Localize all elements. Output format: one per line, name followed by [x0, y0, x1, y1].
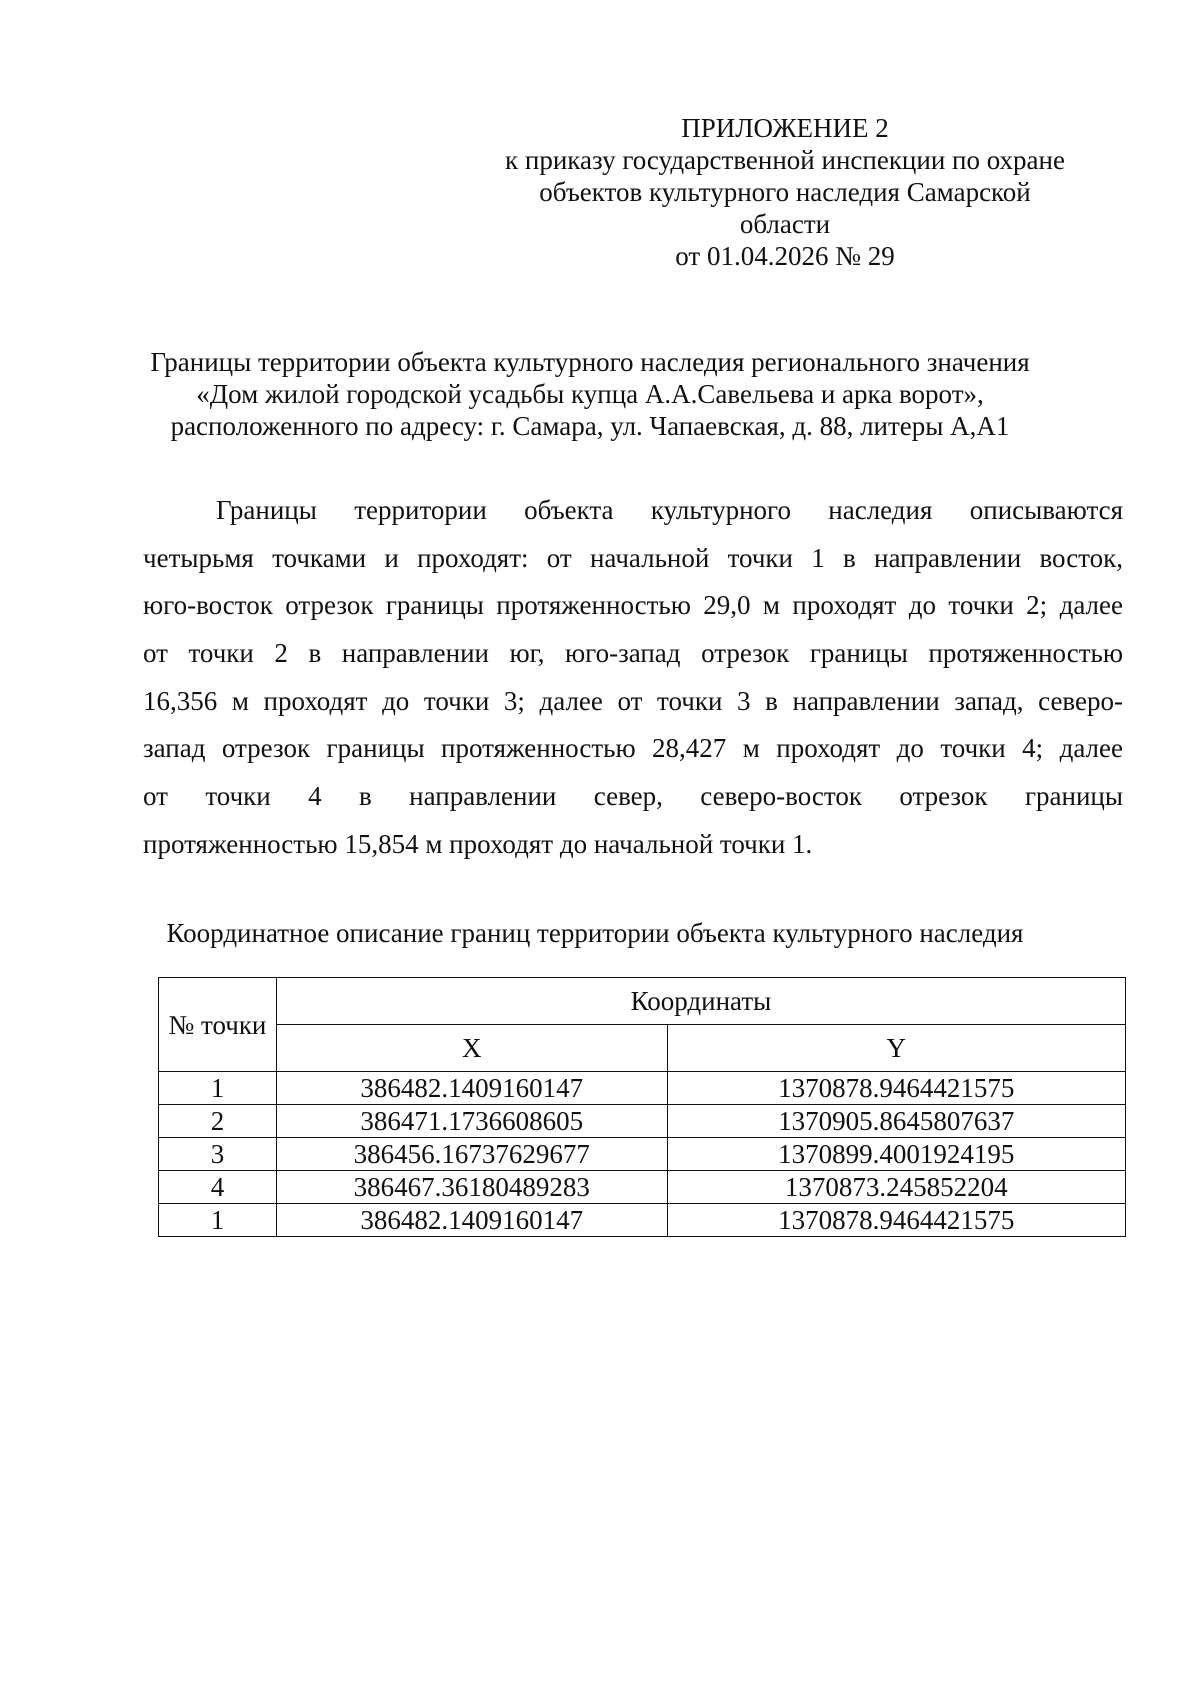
paragraph-line: от точки 4 в направлении север, северо-восток отрезок границы	[143, 781, 1123, 812]
paragraph-line: четырьмя точками и проходят: от начальной точки 1 в направлении восток,	[143, 542, 1123, 573]
y-cell: 1370878.9464421575	[667, 1072, 1126, 1105]
point-number-header: № точки	[159, 978, 277, 1072]
y-cell: 1370878.9464421575	[667, 1204, 1126, 1237]
paragraph-line: 16,356 м проходят до точки 3; далее от точки 3 в направлении запад, северо-	[143, 685, 1123, 716]
y-header: Y	[667, 1025, 1126, 1072]
table-row	[159, 1171, 1126, 1204]
document-heading	[120, 346, 1060, 442]
coordinates-header: Координаты	[276, 978, 1125, 1025]
appendix-date: от 01.04.2026 № 29	[675, 241, 895, 271]
appendix-line: объектов культурного наследия Самарской	[539, 177, 1031, 207]
table-title: Координатное описание границ территории объекта культурного наследия	[166, 918, 1024, 948]
point-cell: 2	[159, 1105, 277, 1138]
point-cell: 4	[159, 1171, 277, 1204]
coordinates-table	[158, 977, 1126, 1237]
y-cell: 1370905.8645807637	[667, 1105, 1126, 1138]
x-cell: 386482.1409160147	[276, 1072, 667, 1105]
table-row	[159, 1138, 1126, 1171]
point-cell: 1	[159, 1204, 277, 1237]
point-cell: 3	[159, 1138, 277, 1171]
x-header: X	[276, 1025, 667, 1072]
appendix-line: к приказу государственной инспекции по охране	[505, 145, 1065, 175]
appendix-title: ПРИЛОЖЕНИЕ 2	[681, 113, 889, 143]
x-cell: 386467.36180489283	[276, 1171, 667, 1204]
paragraph-line: юго-восток отрезок границы протяженностью 29,0 м проходят до точки 2; далее	[143, 590, 1123, 621]
x-cell: 386456.16737629677	[276, 1138, 667, 1171]
paragraph-line: Границы территории объекта культурного наследия описываются	[216, 495, 1123, 525]
appendix-block	[500, 112, 1070, 272]
heading-line: Границы территории объекта культурного наследия регионального значения	[150, 347, 1030, 377]
y-cell: 1370873.245852204	[667, 1171, 1126, 1204]
paragraph-line: запад отрезок границы протяженностью 28,427 м проходят до точки 4; далее	[143, 733, 1123, 764]
table-row	[159, 1072, 1126, 1105]
x-cell: 386471.1736608605	[276, 1105, 667, 1138]
appendix-line: области	[739, 209, 831, 239]
paragraph-line: протяженностью 15,854 м проходят до начальной точки 1.	[143, 828, 813, 859]
table-row	[159, 1105, 1126, 1138]
point-cell: 1	[159, 1072, 277, 1105]
heading-line: расположенного по адресу: г. Самара, ул. Чапаевская, д. 88, литеры А,А1	[170, 411, 1010, 441]
y-cell: 1370899.4001924195	[667, 1138, 1126, 1171]
paragraph-line: от точки 2 в направлении юг, юго-запад отрезок границы протяженностью	[143, 638, 1123, 669]
x-cell: 386482.1409160147	[276, 1204, 667, 1237]
table-row	[159, 1204, 1126, 1237]
body-paragraph	[143, 487, 1123, 869]
heading-line: «Дом жилой городской усадьбы купца А.А.Савельева и арка ворот»,	[196, 379, 984, 409]
